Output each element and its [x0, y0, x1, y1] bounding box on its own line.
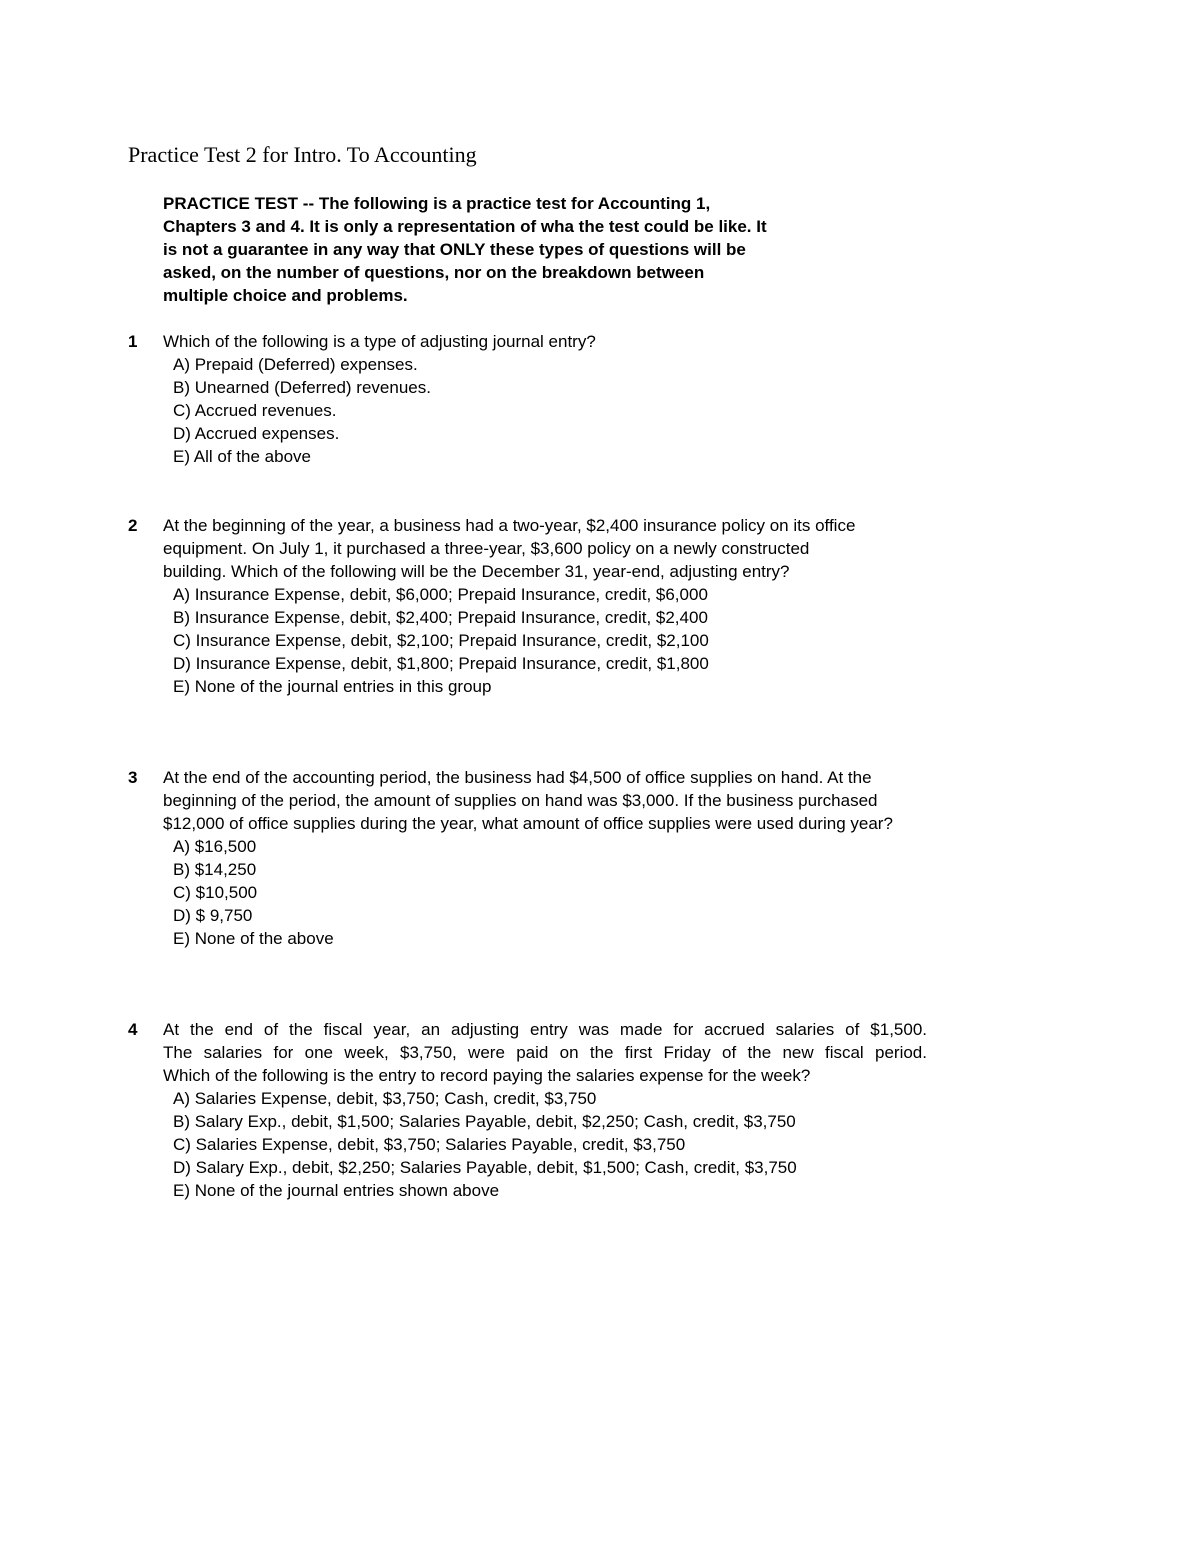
intro-line: is not a guarantee in any way that ONLY these types of questions will be	[163, 240, 746, 259]
answer-option-d: D) $ 9,750	[173, 906, 253, 925]
question-line: At the end of the accounting period, the business had $4,500 of office supplies on hand. At the	[163, 768, 872, 787]
intro-line: asked, on the number of questions, nor on the breakdown between	[163, 263, 705, 282]
answer-option-c: C) Insurance Expense, debit, $2,100; Prepaid Insurance, credit, $2,100	[173, 631, 709, 650]
question-line: The salaries for one week, $3,750, were paid on the first Friday of the new fiscal period.	[163, 1043, 927, 1062]
question-line: At the beginning of the year, a business had a two-year, $2,400 insurance policy on its office	[163, 516, 856, 535]
question-line: equipment. On July 1, it purchased a three-year, $3,600 policy on a newly constructed	[163, 539, 810, 558]
answer-option-e: E) All of the above	[173, 447, 311, 466]
question-number: 4	[128, 1020, 138, 1039]
question-text	[163, 330, 988, 353]
answer-option-d: D) Salary Exp., debit, $2,250; Salaries Payable, debit, $1,500; Cash, credit, $3,750	[173, 1158, 797, 1177]
answer-options	[173, 583, 988, 698]
answer-options	[173, 835, 988, 950]
answer-option-b: B) Salary Exp., debit, $1,500; Salaries Payable, debit, $2,250; Cash, credit, $3,750	[173, 1112, 796, 1131]
question-line: At the end of the fiscal year, an adjusting entry was made for accrued salaries of $1,500.	[163, 1020, 927, 1039]
answer-option-e: E) None of the journal entries in this group	[173, 677, 492, 696]
question-number: 1	[128, 332, 138, 351]
page-title: Practice Test 2 for Intro. To Accounting	[128, 142, 477, 167]
answer-option-a: A) Insurance Expense, debit, $6,000; Prepaid Insurance, credit, $6,000	[173, 585, 708, 604]
answer-option-a: A) Prepaid (Deferred) expenses.	[173, 355, 418, 374]
intro-line: multiple choice and problems.	[163, 286, 408, 305]
intro-line: PRACTICE TEST -- The following is a practice test for Accounting 1,	[163, 194, 711, 213]
question-number: 3	[128, 768, 138, 787]
answer-option-e: E) None of the journal entries shown above	[173, 1181, 500, 1200]
answer-option-d: D) Insurance Expense, debit, $1,800; Prepaid Insurance, credit, $1,800	[173, 654, 709, 673]
answer-option-d: D) Accrued expenses.	[173, 424, 340, 443]
question-number: 2	[128, 516, 138, 535]
question-line: $12,000 of office supplies during the year, what amount of office supplies were used during year?	[163, 814, 893, 833]
question-text	[163, 1018, 988, 1087]
question-line: building. Which of the following will be the December 31, year-end, adjusting entry?	[163, 562, 790, 581]
answer-option-a: A) Salaries Expense, debit, $3,750; Cash, credit, $3,750	[173, 1089, 597, 1108]
answer-option-c: C) $10,500	[173, 883, 258, 902]
question-text	[163, 766, 988, 835]
question-line: Which of the following is a type of adjusting journal entry?	[163, 332, 596, 351]
answer-option-b: B) Unearned (Deferred) revenues.	[173, 378, 431, 397]
answer-option-c: C) Accrued revenues.	[173, 401, 337, 420]
answer-options	[173, 1087, 988, 1202]
answer-option-c: C) Salaries Expense, debit, $3,750; Salaries Payable, credit, $3,750	[173, 1135, 686, 1154]
answer-option-a: A) $16,500	[173, 837, 257, 856]
answer-option-b: B) Insurance Expense, debit, $2,400; Prepaid Insurance, credit, $2,400	[173, 608, 708, 627]
intro-paragraph	[163, 192, 843, 307]
intro-line: Chapters 3 and 4. It is only a representation of wha the test could be like. It	[163, 217, 767, 236]
question-line: beginning of the period, the amount of supplies on hand was $3,000. If the business purchased	[163, 791, 878, 810]
answer-option-b: B) $14,250	[173, 860, 257, 879]
question-text	[163, 514, 988, 583]
question-4	[128, 1018, 988, 1202]
question-line: Which of the following is the entry to record paying the salaries expense for the week?	[163, 1066, 811, 1085]
answer-option-e: E) None of the above	[173, 929, 334, 948]
question-1	[128, 330, 988, 468]
answer-options	[173, 353, 988, 468]
question-3	[128, 766, 988, 950]
question-2	[128, 514, 988, 698]
